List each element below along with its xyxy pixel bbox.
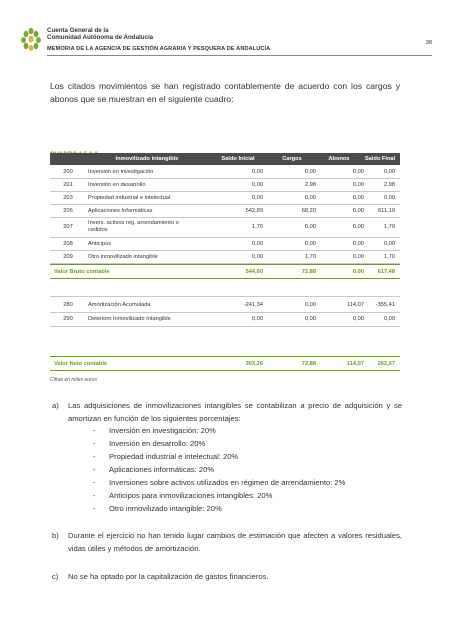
org-name-line2: Comunidad Autónoma de Andalucía (47, 34, 154, 41)
row-saldo-inicial: 0,00 (251, 169, 263, 175)
total-abonos: 114,07 (346, 361, 364, 367)
row-saldo-inicial: 0,00 (251, 254, 263, 260)
row-desc: Propiedad industrial e intelectual (88, 195, 171, 201)
row-saldo-inicial: -241,34 (243, 302, 263, 308)
row-saldo-final: 1,70 (383, 224, 395, 230)
row-code: 203 (63, 195, 73, 201)
row-cargos: 68,20 (301, 208, 316, 214)
table-row (50, 178, 400, 192)
row-desc: Inversión en investigación (88, 169, 154, 175)
row-desc: Aplicaciones Informáticas (88, 208, 153, 214)
row-saldo-final: 2,98 (383, 182, 395, 188)
table-row (50, 204, 400, 218)
list-text: No se ha optado por la capitalización de gastos financieros. (68, 572, 269, 581)
total-cargos: 72,88 (301, 269, 316, 275)
row-code: 200 (63, 169, 73, 175)
list-item-c (52, 571, 402, 585)
dash-marker: - (93, 478, 96, 487)
dash-marker: - (93, 491, 96, 500)
junta-andalucia-logo-icon (20, 26, 42, 52)
total-saldo-inicial: 303,26 (245, 361, 263, 367)
row-saldo-final: 611,10 (378, 208, 395, 214)
table-row (50, 311, 400, 327)
total-saldo-final: 617,48 (377, 269, 395, 275)
org-name-line1: Cuenta General de la (47, 27, 109, 34)
dash-marker: - (93, 452, 96, 461)
page-header (20, 26, 432, 66)
row-desc: Amortización Acumulada (88, 302, 151, 308)
row-abonos: 0,00 (352, 224, 364, 230)
header-cargos: Cargos (282, 156, 302, 162)
row-saldo-inicial: 542,89 (245, 208, 263, 214)
list-text: Durante el ejercicio no han tenido lugar cambios de estimación que afecten a valores residuales, vidas útiles y métodos de amortización. (68, 531, 402, 553)
intro-paragraph: Los citados movimientos se han registrado contablemente de acuerdo con los cargos y abonos que se muestran en el siguiente cuadro: (50, 81, 400, 104)
row-abonos: 114,07 (347, 302, 364, 308)
sub-list-text: Otro inmovilizado intangible: 20% (109, 504, 222, 513)
table-header-row (50, 153, 400, 165)
list-marker: c) (52, 572, 59, 581)
row-cargos: 1,70 (304, 254, 316, 260)
row-saldo-inicial: 0,00 (251, 182, 263, 188)
row-cargos: 0,00 (304, 302, 316, 308)
sub-list-text: Inversión en investigación: 20% (109, 426, 216, 435)
row-code: 201 (63, 182, 73, 188)
list-item-b (52, 530, 402, 556)
row-saldo-final: 0,00 (383, 169, 395, 175)
row-desc: Anticipos (88, 241, 112, 247)
row-abonos: 0,00 (352, 316, 364, 322)
table-note: Cifras en miles euros (50, 377, 97, 383)
row-cargos: 0,00 (304, 224, 316, 230)
row-saldo-final: 0,00 (383, 316, 395, 322)
list-item-a (52, 400, 402, 426)
row-code: 290 (63, 316, 73, 322)
row-code: 206 (63, 208, 73, 214)
row-saldo-final: -355,41 (375, 302, 395, 308)
sub-list-text: Inversiones sobre activos utilizados en régimen de arrendamiento: 2% (109, 478, 346, 487)
row-abonos: 0,00 (352, 169, 364, 175)
row-abonos: 0,00 (352, 241, 364, 247)
list-marker: a) (52, 401, 59, 410)
row-saldo-final: 0,00 (383, 241, 395, 247)
row-code: 208 (63, 241, 73, 247)
header-abonos: Abonos (328, 156, 350, 162)
row-saldo-inicial: 0,00 (251, 316, 263, 322)
total-label: Valor Neto contable (54, 361, 108, 367)
valor-bruto-row (50, 264, 400, 279)
valor-neto-row (50, 356, 400, 371)
dash-marker: - (93, 465, 96, 474)
row-abonos: 0,00 (352, 182, 364, 188)
row-cargos: 0,00 (304, 241, 316, 247)
row-saldo-final: 1,70 (383, 254, 395, 260)
header-divider (47, 55, 432, 56)
row-code: 209 (63, 254, 73, 260)
list-marker: b) (52, 531, 59, 540)
table-row (50, 165, 400, 179)
dash-marker: - (93, 439, 96, 448)
row-abonos: 0,00 (352, 208, 364, 214)
row-saldo-inicial: 0,00 (251, 195, 263, 201)
table-row (50, 237, 400, 251)
row-desc: Otro inmovilizado intangible (88, 254, 158, 260)
sub-list-text: Anticipos para inmovilizaciones intangibles: 20% (109, 491, 273, 500)
row-desc: Deterioro Inmovilizado Intangible (88, 316, 171, 322)
total-saldo-final: 262,07 (377, 361, 395, 367)
row-cargos: 2,98 (304, 182, 316, 188)
header-inmovilizado: Inmovilizado intangible (115, 156, 179, 162)
dash-marker: - (93, 504, 96, 513)
total-label: Valor Bruto contable (54, 269, 110, 275)
row-abonos: 0,00 (352, 195, 364, 201)
dash-marker: - (93, 426, 96, 435)
row-saldo-inicial: 1,70 (251, 224, 263, 230)
row-cargos: 0,00 (304, 195, 316, 201)
row-cargos: 0,00 (304, 316, 316, 322)
header-saldo-final: Saldo Final (364, 156, 396, 162)
page-number: 38 (425, 40, 432, 46)
sub-list-text: Inversión en desarrollo: 20% (109, 439, 206, 448)
table-row (50, 191, 400, 205)
total-cargos: 72,88 (301, 361, 316, 367)
total-abonos: 0,00 (352, 269, 364, 275)
header-saldo-inicial: Saldo Inicial (221, 156, 255, 162)
row-cargos: 0,00 (304, 169, 316, 175)
row-abonos: 0,00 (352, 254, 364, 260)
sub-list-text: Propiedad industrial e intelectual: 20% (109, 452, 239, 461)
row-desc: Inversión en desarrollo (88, 182, 146, 188)
row-saldo-final: 0,00 (383, 195, 395, 201)
list-text: Las adquisiciones de inmovilizaciones intangibles se contabilizan a precio de adquisición y se amortizan en función de los siguientes porcentajes: (68, 401, 402, 423)
row-saldo-inicial: 0,00 (251, 241, 263, 247)
row-desc: Invers. activos rég. arrendamiento o cedidos (88, 220, 179, 233)
report-title: MEMORIA DE LA AGENCIA DE GESTIÓN AGRARIA Y PESQUERA DE ANDALUCÍA (47, 46, 271, 52)
table-row (50, 250, 400, 264)
total-saldo-inicial: 544,60 (245, 269, 263, 275)
row-code: 207 (63, 224, 73, 230)
sub-list-text: Aplicaciones informáticas: 20% (109, 465, 215, 474)
row-code: 280 (63, 302, 73, 308)
table-row (50, 217, 400, 238)
